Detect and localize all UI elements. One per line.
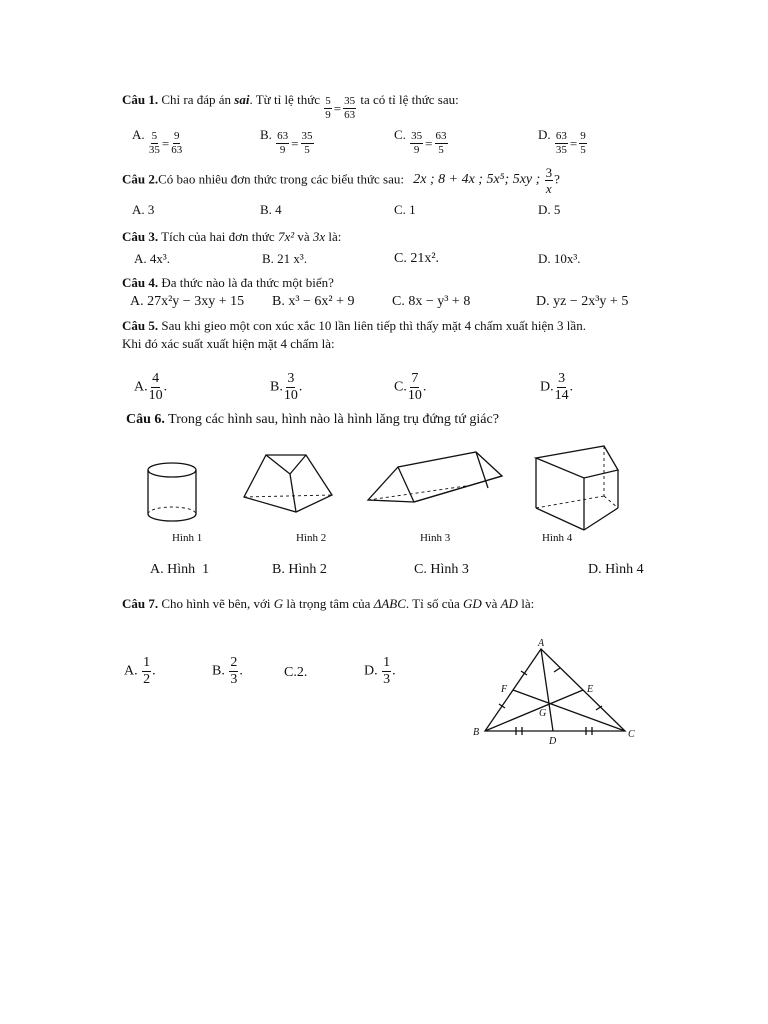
q7-label-D: D <box>549 736 557 747</box>
q5-lead: Câu 5. <box>122 318 159 333</box>
q2-option-d[interactable]: D. 5 <box>538 202 561 217</box>
q7-label-C: C <box>628 729 635 740</box>
q2-option-b[interactable]: B. 4 <box>260 202 282 217</box>
q1-word-sai: sai <box>234 92 250 107</box>
q7-label-G: G <box>539 708 547 719</box>
q7-label-F: F <box>501 684 508 695</box>
q5-option-b[interactable]: B. $\frac{3}{10}$ . <box>270 371 303 403</box>
q5-option-a[interactable]: A. $\frac{4}{10}$ . <box>134 371 168 403</box>
q6-option-a[interactable]: A. Hình 1 <box>150 562 210 577</box>
q6-option-c[interactable]: C. Hình 3 <box>414 562 469 577</box>
q1-option-b[interactable]: B. $\frac{63}{9}$ = $\frac{35}{5}$ <box>260 127 313 156</box>
q3-option-b[interactable]: B. 21 x³. <box>262 251 308 266</box>
q3-lead: Câu 3. <box>122 229 159 244</box>
q7-label-B: B <box>473 727 480 738</box>
q7-label-E: E <box>587 684 594 695</box>
q2-option-a[interactable]: A. 3 <box>132 202 155 217</box>
q1-option-a[interactable]: A. $\frac{5}{35}$ = $\frac{9}{63}$ <box>132 127 183 156</box>
q6-option-b[interactable]: B. Hình 2 <box>272 562 327 577</box>
q5-stem-line2: Khi đó xác suất xuất hiện mặt 4 chấm là: <box>122 336 335 351</box>
q1-option-c[interactable]: C. $\frac{35}{9}$ = $\frac{63}{5}$ <box>394 127 447 156</box>
q4-option-d[interactable]: D. yz − 2x³y + 5 <box>536 294 629 309</box>
q2-lead: Câu 2. <box>122 171 159 187</box>
q6-caption-2: Hình 2 <box>296 532 327 544</box>
q3-option-a[interactable]: A. 4x³. <box>134 251 171 266</box>
q5-stem-line1: Câu 5. Sau khi gieo một con xúc xắc 10 lần liên tiếp thì thấy mặt 4 chấm xuất hiện 3 lần. <box>122 318 586 333</box>
q7-option-d[interactable]: D. $\frac{1}{3}$ . <box>364 655 396 687</box>
q1-stem: Câu 1. Chỉ ra đáp án sai. Từ tỉ lệ thức $\frac{5}{9}$ = $\frac{35}{63}$ ta có tỉ lệ thức sau: <box>122 92 459 121</box>
q3-option-c[interactable]: C. 21x². <box>394 251 440 266</box>
q6-option-d[interactable]: D. Hình 4 <box>588 562 644 577</box>
q4-option-b[interactable]: B. x³ − 6x² + 9 <box>272 294 355 309</box>
q7-option-b[interactable]: B. $\frac{2}{3}$ . <box>212 655 243 687</box>
q7-option-c[interactable]: C.2. <box>284 665 308 680</box>
q1-option-d[interactable]: D. $\frac{63}{35}$ = $\frac{9}{5}$ <box>538 127 586 156</box>
q4-option-a[interactable]: A. 27x²y − 3xy + 15 <box>130 294 245 309</box>
q7-stem: Câu 7. Cho hình vẽ bên, với G là trọng tâm của ΔABC. Tỉ số của GD và AD là: <box>122 596 535 611</box>
q2-option-c[interactable]: C. 1 <box>394 202 416 217</box>
q5-option-d[interactable]: D. $\frac{3}{14}$ . <box>540 371 574 403</box>
q6-caption-3: Hình 3 <box>420 532 451 544</box>
q2-stem: Câu 2.Có bao nhiêu đơn thức trong các biểu thức sau: 2x ; 8 + 4x ; 5x⁵; 5xy ; $\frac{3}{x}$ ? <box>122 165 560 196</box>
q6-caption-1: Hình 1 <box>172 532 203 544</box>
q3-stem: Câu 3. Tích của hai đơn thức 7x² và 3x là: <box>122 229 342 244</box>
q7-label-A: A <box>538 638 545 649</box>
q2-expressions: 2x ; 8 + 4x ; 5x⁵; 5xy ; <box>413 172 541 188</box>
q4-option-c[interactable]: C. 8x − y³ + 8 <box>392 294 471 309</box>
q6-stem: Câu 6. Trong các hình sau, hình nào là hình lăng trụ đứng tứ giác? <box>126 412 499 427</box>
q7-lead: Câu 7. <box>122 596 159 611</box>
q6-lead: Câu 6. <box>126 412 165 427</box>
q1-proportion: $\frac{5}{9}$ = $\frac{35}{63}$ <box>325 95 356 121</box>
q4-stem: Câu 4. Đa thức nào là đa thức một biến? <box>122 275 334 290</box>
q5-option-c[interactable]: C. $\frac{7}{10}$ . <box>394 371 427 403</box>
q1-lead: Câu 1. <box>122 92 159 107</box>
q6-caption-4: Hình 4 <box>542 532 573 544</box>
q3-option-d[interactable]: D. 10x³. <box>538 251 581 266</box>
q7-option-a[interactable]: A. $\frac{1}{2}$ . <box>124 655 156 687</box>
q4-lead: Câu 4. <box>122 275 159 290</box>
q2-fraction: $\frac{3}{x}$ <box>545 165 553 196</box>
